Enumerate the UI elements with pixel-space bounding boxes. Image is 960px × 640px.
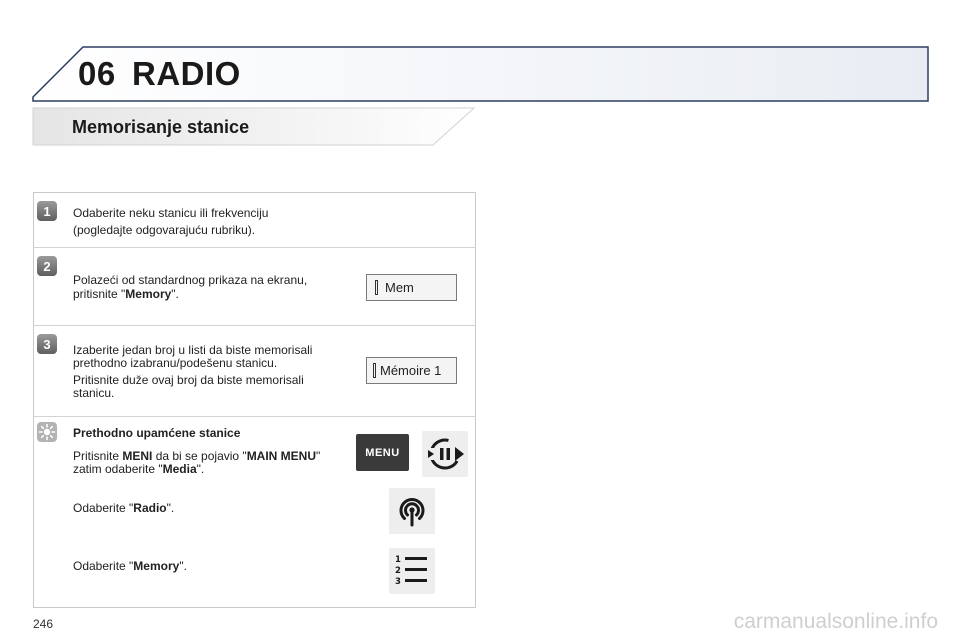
button-indicator-icon: [373, 363, 376, 378]
memory-label: Memory: [133, 559, 180, 573]
list-number-1: 1: [395, 555, 401, 565]
step-2-line-1: Polazeći od standardnog prikaza na ekranu,: [73, 273, 308, 287]
step-2-badge: 2: [37, 256, 57, 276]
tip-line-2: [73, 463, 204, 476]
radio-antenna-icon[interactable]: [389, 488, 435, 534]
text-run: ".: [166, 501, 175, 515]
step-divider: [33, 416, 476, 417]
section-title: Memorisanje stanice: [72, 117, 250, 137]
page-number: 246: [33, 617, 54, 631]
text-run: zatim odaberite ": [73, 462, 163, 476]
menu-key-button[interactable]: MENU: [356, 434, 409, 471]
text-run: ": [316, 449, 321, 463]
tip-radio-line: [73, 502, 174, 515]
meni-label: MENI: [122, 449, 153, 463]
tip-bulb-icon: [37, 422, 57, 442]
text-run: Pritisnite: [73, 449, 123, 463]
text-run: Odaberite ": [73, 501, 134, 515]
media-label: Media: [162, 462, 197, 476]
step-3-line-3: Pritisnite duže ovaj broj da biste memorisali: [73, 373, 304, 387]
text-run: ".: [179, 559, 187, 573]
text-run: da bi se pojavio ": [152, 449, 247, 463]
memory-label: Memory: [125, 287, 172, 301]
button-indicator-icon: [375, 280, 378, 295]
mem-button[interactable]: [366, 274, 457, 301]
text-run: Odaberite ": [73, 559, 134, 573]
main-menu-label: MAIN MENU: [246, 449, 317, 463]
text-run: ".: [171, 287, 179, 301]
step-1-badge: 1: [37, 201, 57, 221]
step-divider: [33, 325, 476, 326]
list-number-2: 2: [395, 566, 401, 576]
tip-title: Prethodno upamćene stanice: [73, 426, 241, 440]
step-3-badge: 3: [37, 334, 57, 354]
chapter-number: 06: [78, 55, 116, 92]
media-play-pause-icon[interactable]: [422, 431, 468, 477]
step-3-line-4: stanicu.: [73, 386, 115, 400]
step-divider: [33, 247, 476, 248]
step-3-line-2: prethodno izabranu/podešenu stanicu.: [73, 356, 278, 370]
list-number-3: 3: [395, 577, 401, 587]
numbered-list-icon[interactable]: [389, 548, 435, 594]
watermark: carmanualsonline.info: [733, 610, 938, 633]
step-1-line-1: Odaberite neku stanicu ili frekvenciju: [73, 206, 269, 220]
memoire-1-button[interactable]: [366, 357, 457, 384]
step-3-line-1: Izaberite jedan broj u listi da biste memorisali: [73, 343, 313, 357]
mem-button-label: Mem: [385, 280, 414, 295]
step-2-line-2: [73, 288, 179, 301]
memoire-1-button-label: Mémoire 1: [380, 363, 442, 378]
text-run: ".: [196, 462, 205, 476]
steps-panel: [33, 192, 476, 608]
step-1-line-2: (pogledajte odgovarajuću rubriku).: [73, 223, 256, 237]
text-run: pritisnite ": [73, 287, 126, 301]
radio-label: Radio: [133, 501, 167, 515]
tip-memory-line: [73, 560, 187, 573]
chapter-title: RADIO: [132, 55, 241, 92]
